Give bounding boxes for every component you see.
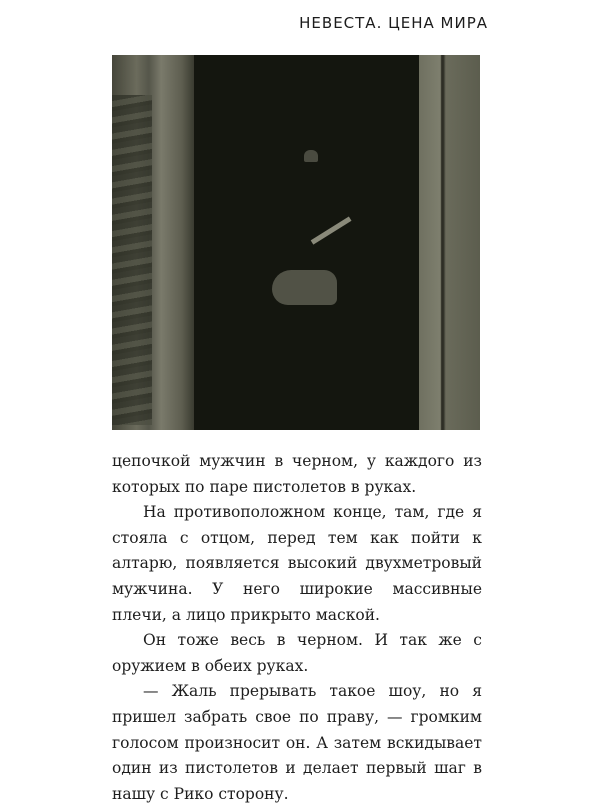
stone-wall-right: [419, 55, 480, 430]
paragraph: — Жаль прерывать такое шоу, но я пришел забрать свое по праву, — громким голосом произносит он. А затем вскидывает один из пистолетов и делает первый шаг в нашу с Рико сторону.: [112, 682, 482, 803]
masked-figure-head: [304, 150, 318, 162]
ivy-foliage: [112, 95, 152, 425]
dark-doorway: [194, 55, 419, 430]
body-text: [112, 449, 482, 807]
illustration-photo: [112, 55, 480, 430]
paragraph: цепочкой мужчин в черном, у каждого из которых по паре пистолетов в руках.: [112, 452, 482, 496]
paragraph: Он тоже весь в черном. И так же с оружием в обеих руках.: [112, 631, 482, 675]
running-title: НЕВЕСТА. ЦЕНА МИРА: [299, 14, 488, 32]
hand: [272, 270, 337, 305]
paragraph: На противоположном конце, там, где я стояла с отцом, перед тем как пойти к алтарю, появляется высокий двухметровый мужчина. У него широкие массивные плечи, а лицо прикрыто маской.: [112, 503, 482, 624]
